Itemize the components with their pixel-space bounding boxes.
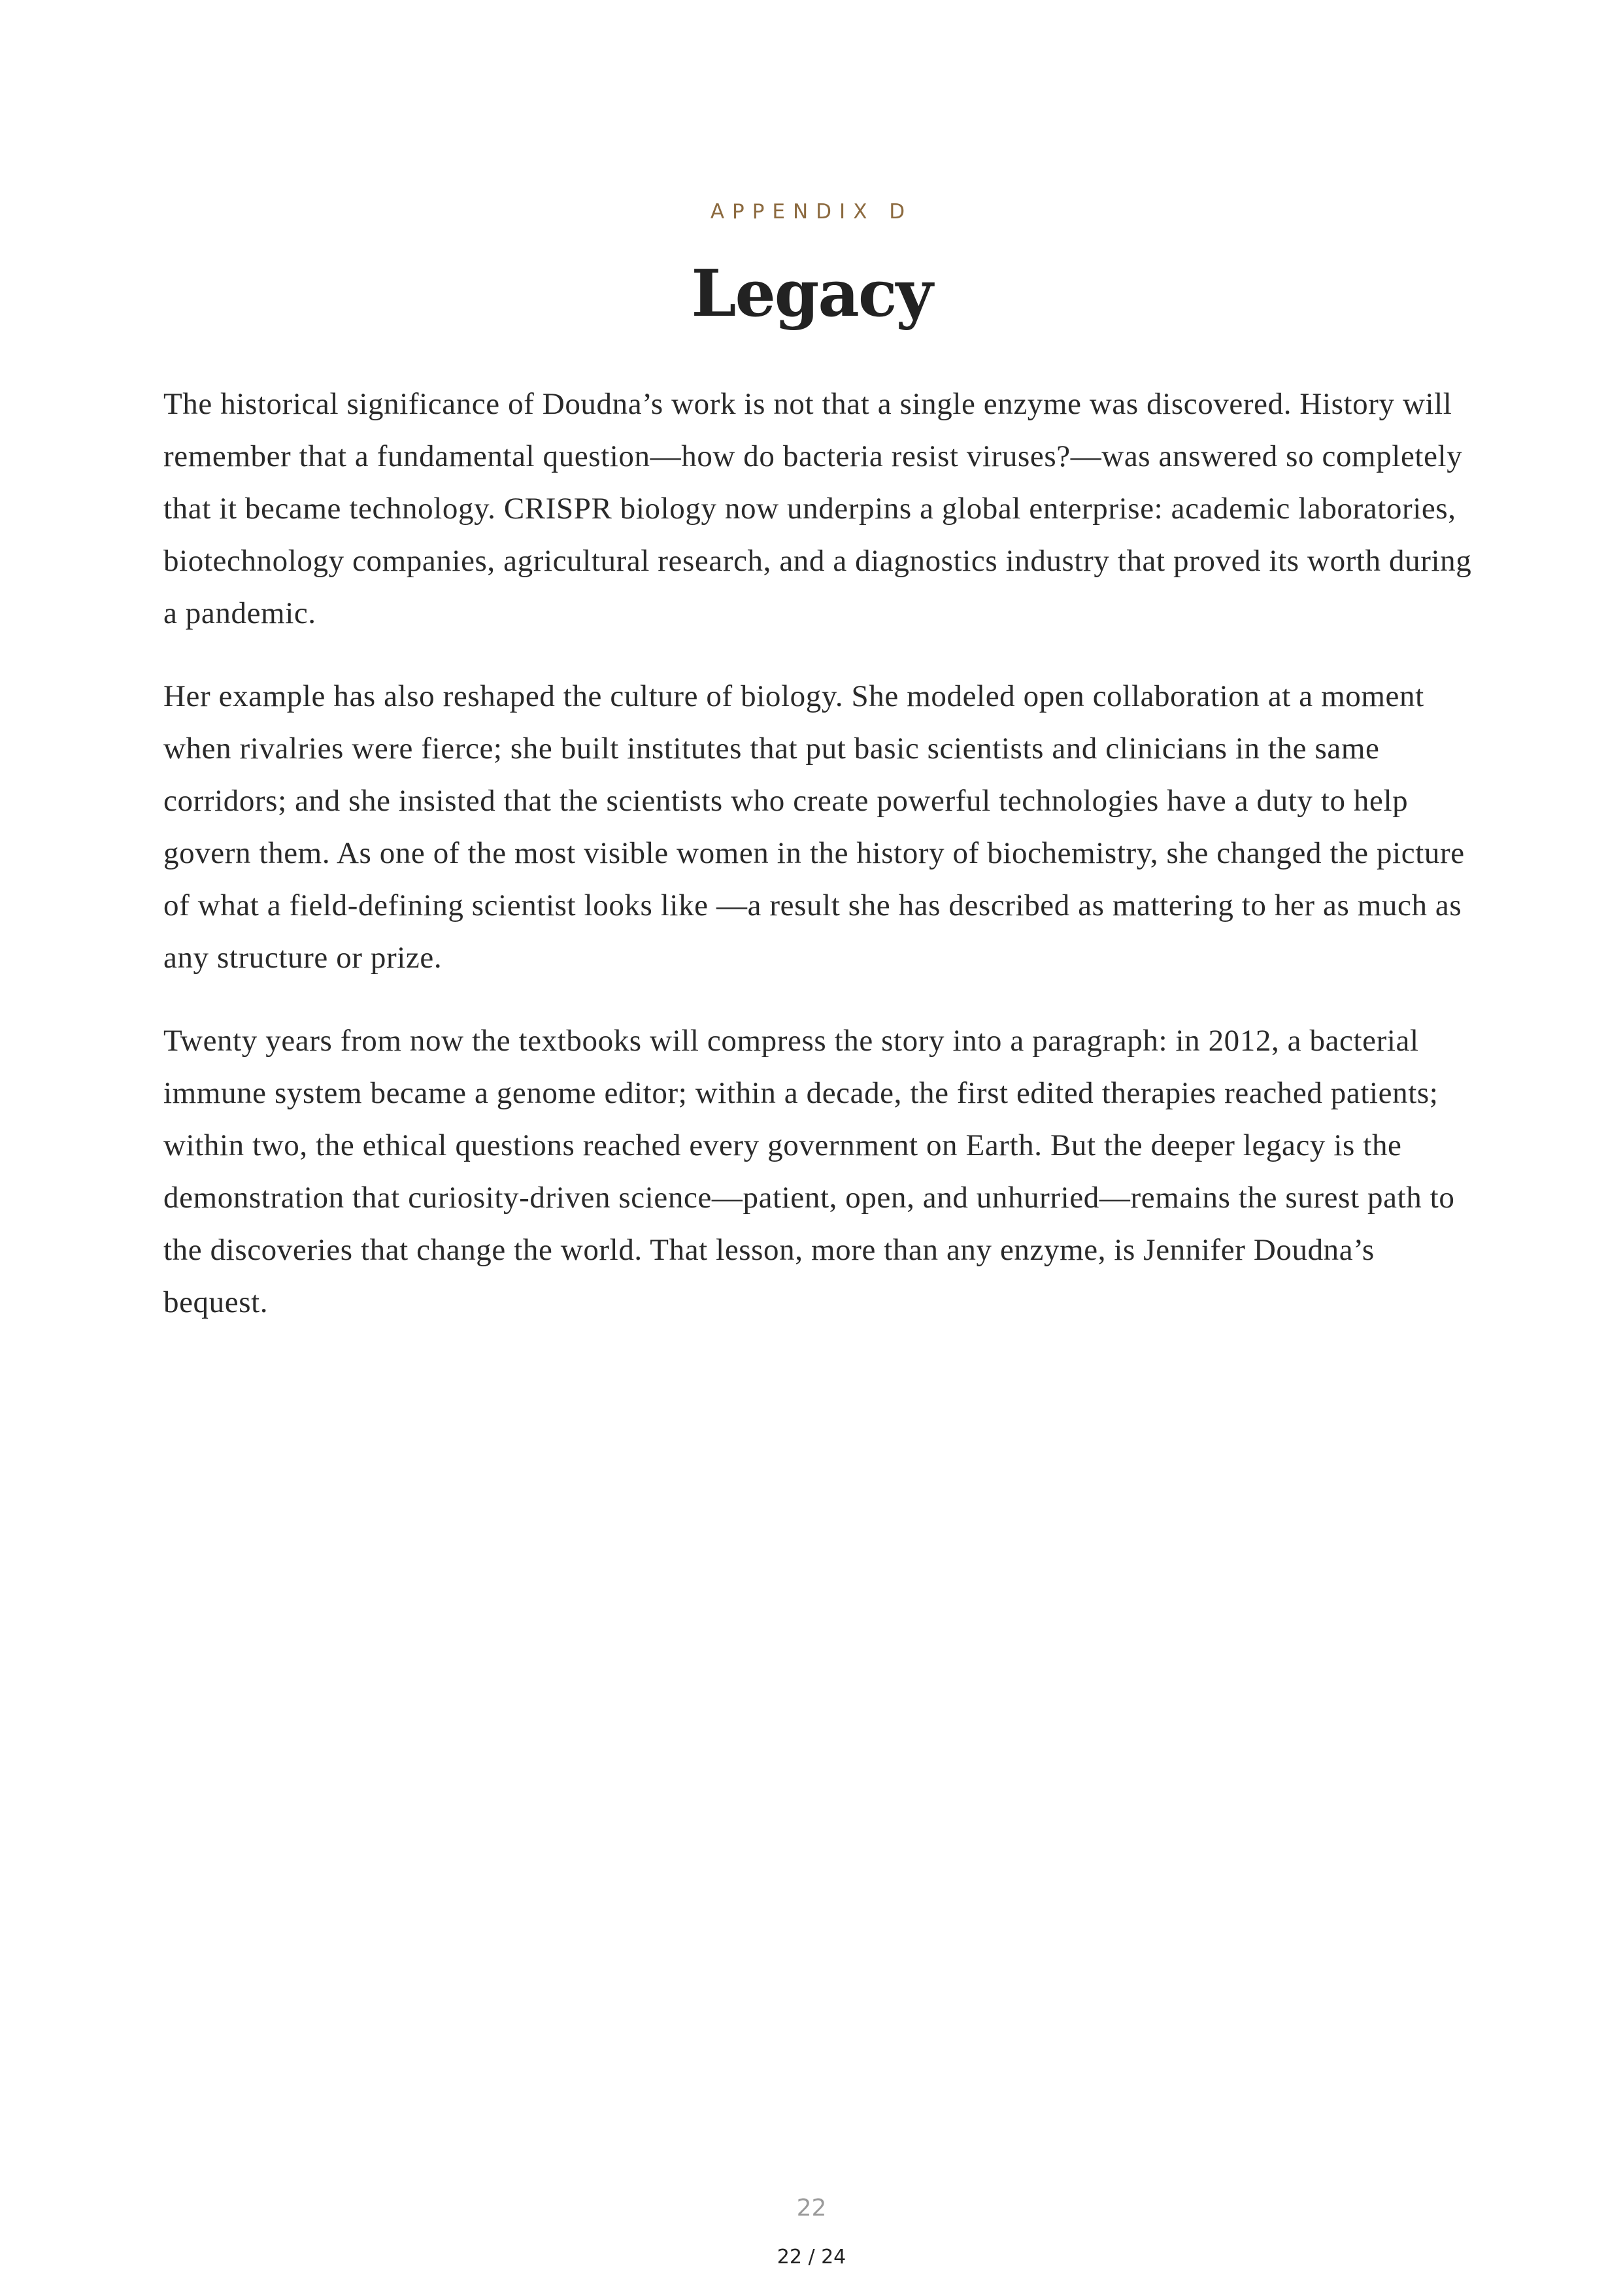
appendix-label: APPENDIX D: [710, 200, 913, 224]
paragraph: Her example has also reshaped the culture of biology. She modeled open collaboration at a moment when rivalries were fierce; she built institutes that put basic scientists and clinicians in the same corridors; and she insisted that the scientists who create powerful technologies have a duty to help govern them. As one of the most visible women in the history of biochemistry, she changed the picture of what a field-defining scientist looks like —a result she has described as mattering to her as much as any structure or prize.: [163, 679, 1465, 975]
page-count-indicator: 22 / 24: [777, 2246, 846, 2269]
page-number: 22: [796, 2195, 827, 2221]
paragraph: Twenty years from now the textbooks will compress the story into a paragraph: in 2012, a bacterial immune system became a genome editor; within a decade, the first edited therapies reached patients; within two, the ethical questions reached every government on Earth. But the deeper legacy is the demonstration that curiosity-driven science—patient, open, and unhurried—remains the surest path to the discoveries that change the world. That lesson, more than any enzyme, is Jennifer Doudna’s bequest.: [163, 1024, 1455, 1319]
body-text: [163, 378, 1474, 1359]
page-title: Legacy: [691, 256, 932, 331]
paragraph: The historical significance of Doudna’s work is not that a single enzyme was discovered. History will remember that a fundamental question—how do bacteria resist viruses?—was answered so completely that it became technology. CRISPR biology now underpins a global enterprise: academic laboratories, biotechnology companies, agricultural research, and a diagnostics industry that proved its worth during a pandemic.: [163, 387, 1472, 630]
